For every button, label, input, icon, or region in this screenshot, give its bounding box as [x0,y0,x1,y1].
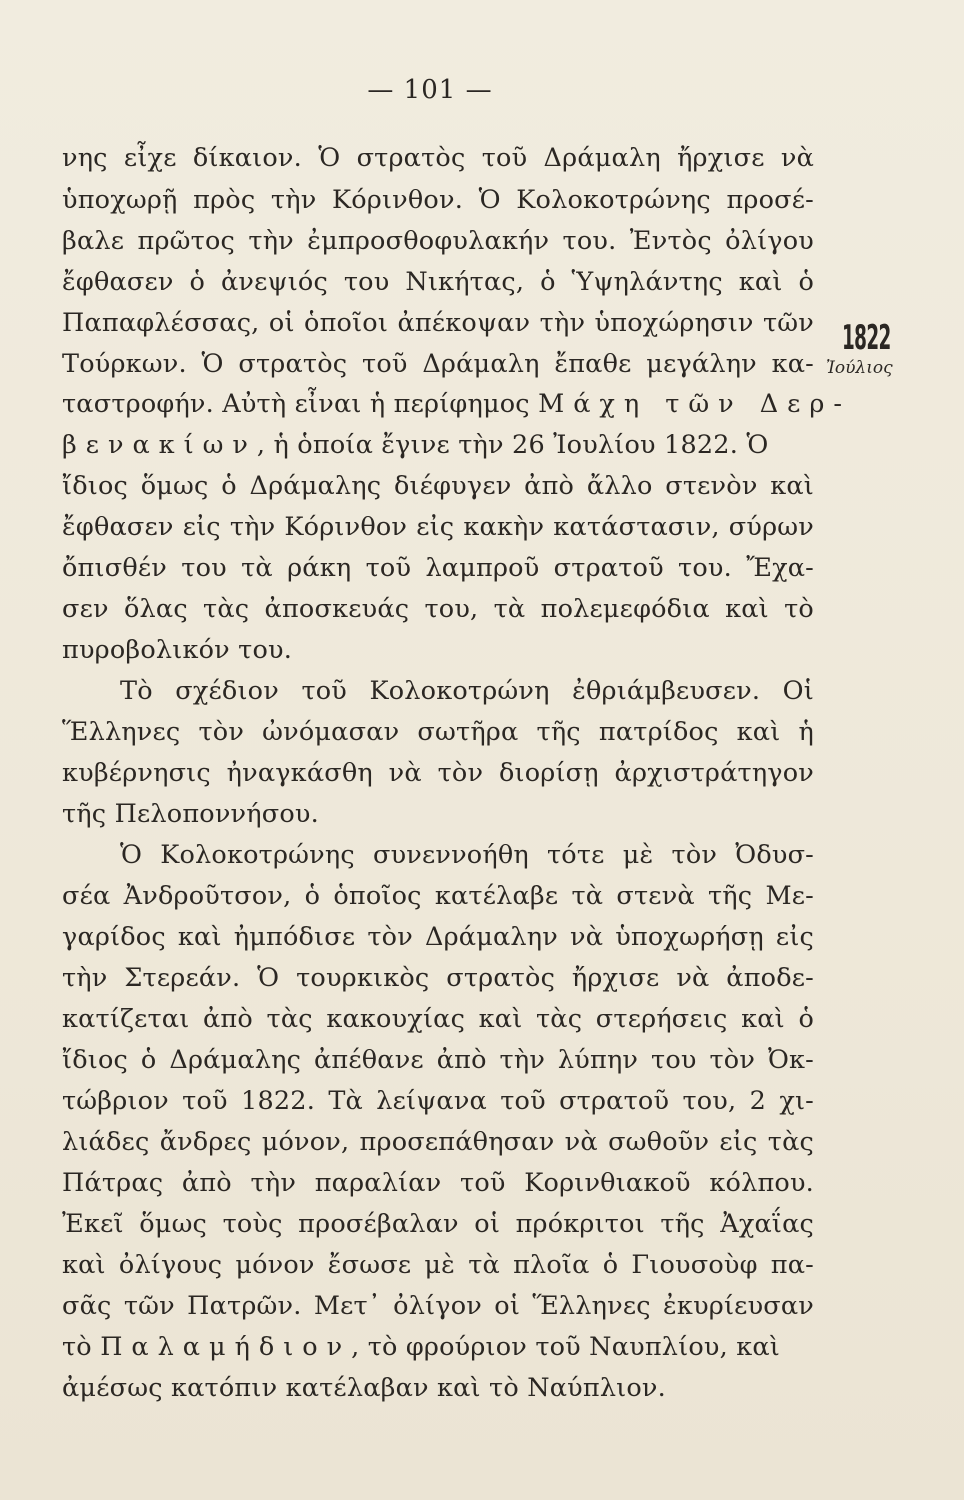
margin-month: Ἰούλιος [826,358,893,378]
text-line: Ἕλληνες τὸν ὠνόμασαν σωτῆρα τῆς πατρίδος καὶ ἡ [62,717,814,747]
text-run: τὸ [62,1332,92,1362]
text-line: Παπαφλέσσας, οἱ ὁποῖοι ἀπέκοψαν τὴν ὑποχώρησιν τῶν [62,308,814,338]
text-line: τώβριον τοῦ 1822. Τὰ λείψανα τοῦ στρατοῦ του, 2 χι- [62,1086,814,1116]
text-line [62,428,814,462]
text-line: Πάτρας ἀπὸ τὴν παραλίαν τοῦ Κορινθιακοῦ κόλπου. [62,1168,814,1198]
text-run: ταστροφήν. Αὐτὴ εἶναι ἡ περίφημος [62,389,530,419]
text-line: ἀμέσως κατόπιν κατέλαβαν καὶ τὸ Ναύπλιον. [62,1373,666,1403]
text-line: ἔφθασεν ὁ ἀνεψιός του Νικήτας, ὁ Ὑψηλάντης καὶ ὁ [62,267,814,297]
text-line: καὶ ὀλίγους μόνον ἔσωσε μὲ τὰ πλοῖα ὁ Γιουσοὺφ πα- [62,1250,814,1280]
text-line: βαλε πρῶτος τὴν ἐμπροσθοφυλακήν του. Ἐντὸς ὀλίγου [62,226,814,256]
text-line: σᾶς τῶν Πατρῶν. Μετ᾽ ὀλίγον οἱ Ἕλληνες ἐκυρίευσαν [62,1291,814,1321]
paragraph-start-line: Ὁ Κολοκοτρώνης συνεννοήθη τότε μὲ τὸν Ὀδυσ- [120,840,814,870]
text-line: Τούρκων. Ὁ στρατὸς τοῦ Δράμαλη ἔπαθε μεγάλην κα- [62,349,814,379]
text-line: ἴδιος ὁ Δράμαλης ἀπέθανε ἀπὸ τὴν λύπην του τὸν Ὀκ- [62,1045,814,1075]
text-line: ἔφθασεν εἰς τὴν Κόρινθον εἰς κακὴν κατάστασιν, σύρων [62,512,814,542]
margin-year: 1822 [842,318,891,358]
paragraph-start-line: Τὸ σχέδιον τοῦ Κολοκοτρώνη ἐθριάμβευσεν. Οἱ [120,676,814,706]
text-line [62,1330,814,1364]
text-line: κυβέρνησις ἠναγκάσθη νὰ τὸν διορίσῃ ἀρχιστράτηγον [62,758,814,788]
spaced-emphasis: βενακίων [62,430,257,460]
text-line: τῆς Πελοποννήσου. [62,799,319,829]
text-line: γαρίδος καὶ ἠμπόδισε τὸν Δράμαλην νὰ ὑποχωρήσῃ εἰς [62,922,814,952]
text-run: , ἡ ὁποία ἔγινε τὴν 26 Ἰουλίου 1822. Ὁ [256,430,769,460]
page-number: — 101 — [367,75,493,105]
text-line: νης εἶχε δίκαιον. Ὁ στρατὸς τοῦ Δράμαλη ἤρχισε νὰ [62,143,814,173]
text-line: τὴν Στερεάν. Ὁ τουρκικὸς στρατὸς ἤρχισε νὰ ἀποδε- [62,963,814,993]
text-line: ἴδιος ὅμως ὁ Δράμαλης διέφυγεν ἀπὸ ἄλλο στενὸν καὶ [62,471,814,501]
text-line: σεν ὅλας τὰς ἀποσκευάς του, τὰ πολεμεφόδια καὶ τὸ [62,594,814,624]
text-line: κατίζεται ἀπὸ τὰς κακουχίας καὶ τὰς στερήσεις καὶ ὁ [62,1004,814,1034]
spaced-emphasis: Παλαμήδιον [100,1332,352,1362]
text-line: σέα Ἀνδροῦτσον, ὁ ὁποῖος κατέλαβε τὰ στενὰ τῆς Με- [62,881,814,911]
spaced-emphasis: Μάχη τῶν Δερ- [538,389,851,419]
text-line: ὑποχωρῇ πρὸς τὴν Κόρινθον. Ὁ Κολοκοτρώνης προσέ- [62,185,814,215]
text-line: Ἐκεῖ ὅμως τοὺς προσέβαλαν οἱ πρόκριτοι τῆς Ἀχαΐας [62,1209,814,1239]
text-line [62,387,851,421]
text-line: ὄπισθέν του τὰ ράκη τοῦ λαμπροῦ στρατοῦ του. Ἔχα- [62,553,814,583]
text-line: λιάδες ἄνδρες μόνον, προσεπάθησαν νὰ σωθοῦν εἰς τὰς [62,1127,814,1157]
text-run: , τὸ φρούριον τοῦ Ναυπλίου, καὶ [351,1332,780,1362]
text-line: πυροβολικόν του. [62,635,293,665]
